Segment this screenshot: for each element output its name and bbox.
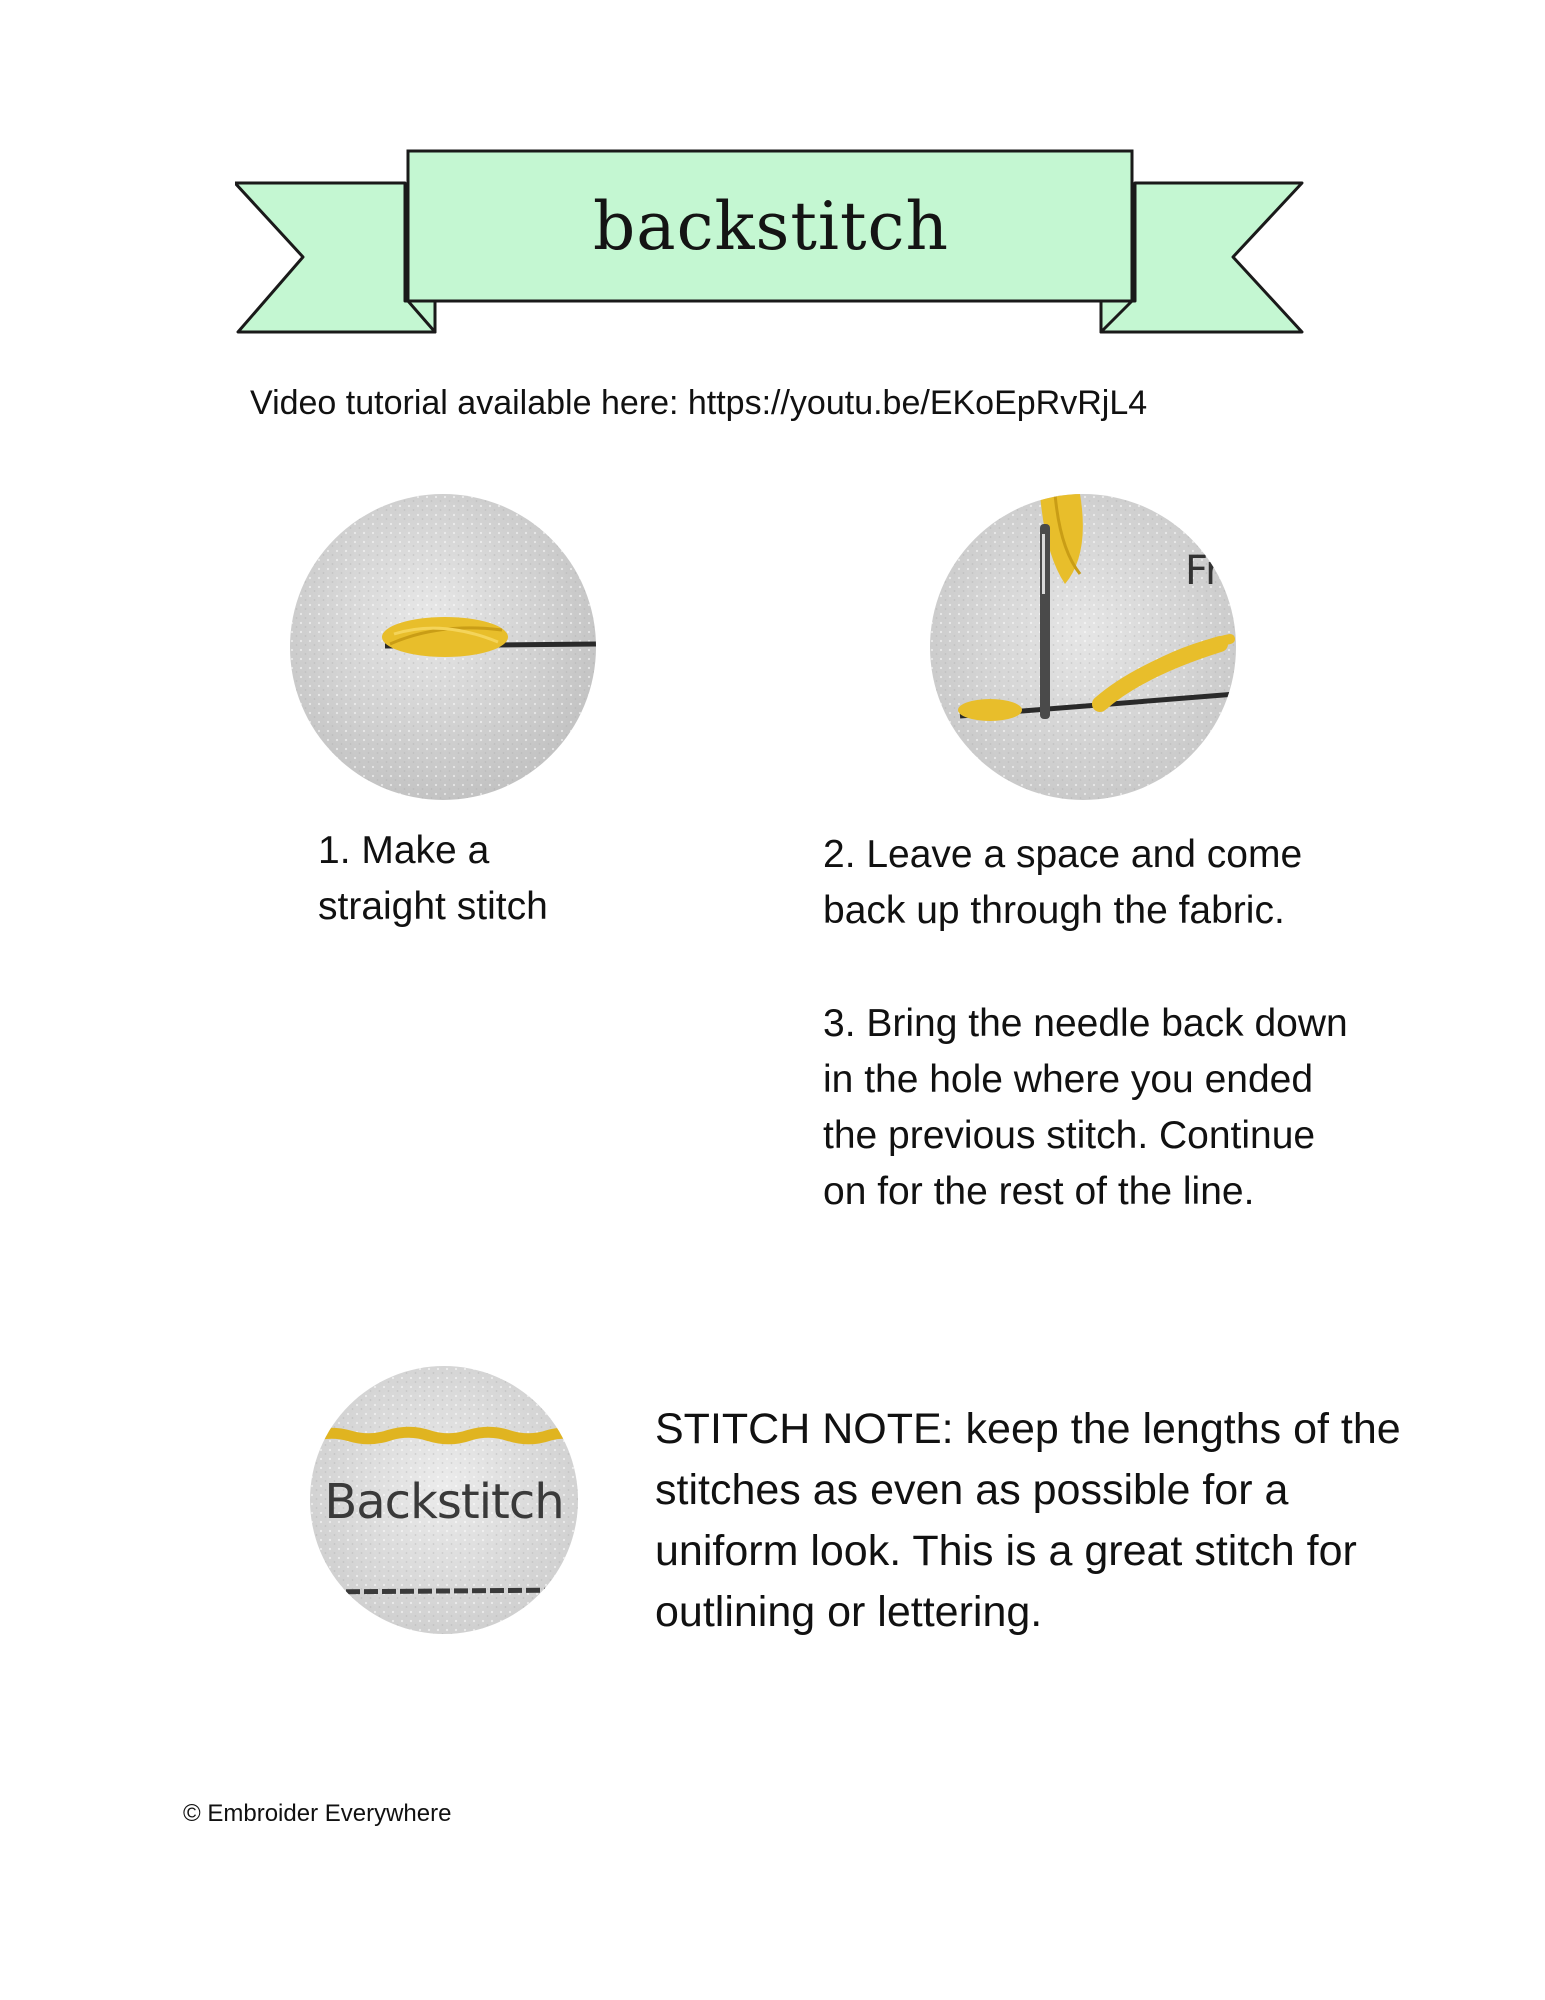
step1-text: 1. Make a straight stitch [318, 829, 548, 928]
running-line [310, 1590, 578, 1592]
copyright: © Embroider Everywhere [183, 1800, 452, 1827]
page-title: backstitch [592, 187, 950, 265]
step3-text: 3. Bring the needle back down in the hole where you ended the previous stitch. Continue on for the rest of the line. [823, 1002, 1348, 1213]
svg-text:Fr: Fr [1185, 548, 1222, 594]
first-stitch [958, 699, 1022, 721]
step2-text: 2. Leave a space and come back up through the fabric. [823, 833, 1303, 932]
step2-photo [930, 494, 1236, 800]
backstitch-line [310, 1432, 578, 1439]
step1-photo [290, 494, 596, 800]
stitch-note: STITCH NOTE: keep the lengths of the stitches as even as possible for a uniform look. This is a great stitch for outlining or lettering. [655, 1405, 1401, 1636]
backstitch-label: Backstitch [324, 1474, 564, 1530]
note-photo [310, 1366, 578, 1634]
banner-left-tail [235, 183, 435, 332]
video-tutorial-link[interactable]: Video tutorial available here: https://youtu.be/EKoEpRvRjL4 [250, 384, 1148, 422]
